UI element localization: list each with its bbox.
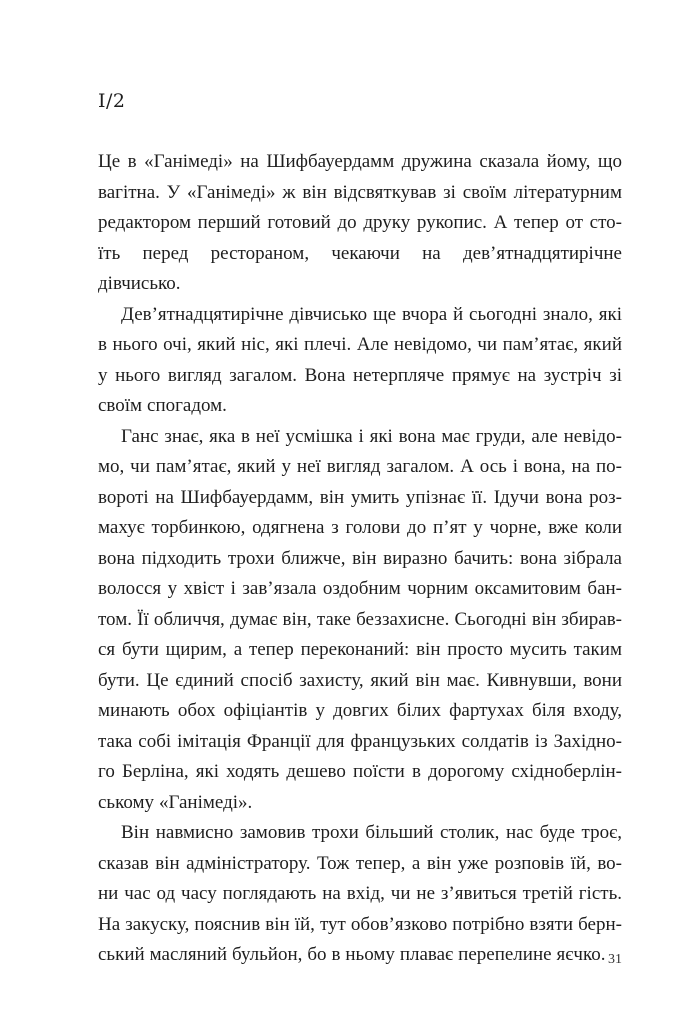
text-line: редактором перший готовий до друку рукопис. А тепер от сто- (98, 212, 622, 233)
text-line: волосся у хвіст і зав’язала оздобним чорним оксамитовим бан- (98, 578, 622, 599)
text-line: Дев’ятнадцятирічне дівчисько ще вчора й сьогодні знало, які (121, 303, 622, 325)
text-line: На закуску, пояснив він їй, тут обов’язково потрібно взяти берн- (98, 913, 622, 935)
text-line: своїм спогадом. (98, 395, 227, 416)
text-line: Це в «Ганімеді» на Шифбауердамм дружина сказала йому, що (98, 151, 622, 172)
page-number: 31 (608, 952, 622, 967)
text-line: їть перед рестораном, чекаючи на дев’ятнадцятирічне дівчисько. (98, 242, 622, 294)
text-line: махує торбинкою, одягнена з голови до п’ят у чорне, вже коли (98, 517, 622, 538)
text-line: вороті на Шифбауердамм, він умить упізнає її. Ідучи вона роз- (98, 486, 622, 508)
text-line: го Берліна, які ходять дешево поїсти в дорогому східноберлін- (98, 761, 622, 782)
chapter-label: I/2 (98, 90, 126, 112)
text-line: Він навмисно замовив трохи більший столик, нас буде троє, (121, 822, 622, 843)
text-line: том. Її обличчя, думає він, таке беззахисне. Сьогодні він збирав- (98, 608, 622, 630)
text-line: така собі імітація Франції для французьких солдатів із Західно- (98, 730, 622, 752)
text-line: ни час од часу поглядають на вхід, чи не з’явиться третій гість. (98, 883, 622, 904)
text-line: в нього очі, який ніс, які плечі. Але невідомо, чи пам’ятає, який (98, 334, 622, 355)
body-text (98, 147, 622, 971)
text-line: минають обох офіціантів у довгих білих фартухах біля входу, (98, 700, 622, 721)
text-line: ський масляний бульйон, бо в ньому плаває перепелине яєчко. (98, 944, 606, 965)
text-line: у нього вигляд загалом. Вона нетерпляче прямує на зустріч зі (98, 364, 622, 386)
text-line: бути. Це єдиний спосіб захисту, який він має. Кивнувши, вони (98, 669, 622, 691)
text-line: Ганс знає, яка в неї усмішка і які вона має груди, але невідо- (121, 425, 622, 447)
text-line: ському «Ганімеді». (98, 791, 253, 813)
text-line: вона підходить трохи ближче, він виразно бачить: вона зібрала (98, 547, 622, 569)
text-line: сказав він адміністратору. Тож тепер, а він уже розповів їй, во- (98, 852, 622, 874)
text-line: мо, чи пам’ятає, який у неї вигляд загалом. А ось і вона, на по- (98, 456, 622, 477)
text-line: ся бути щирим, а тепер переконаний: він просто мусить таким (98, 639, 622, 660)
text-line: вагітна. У «Ганімеді» ж він відсвяткував зі своїм літературним (98, 181, 622, 203)
